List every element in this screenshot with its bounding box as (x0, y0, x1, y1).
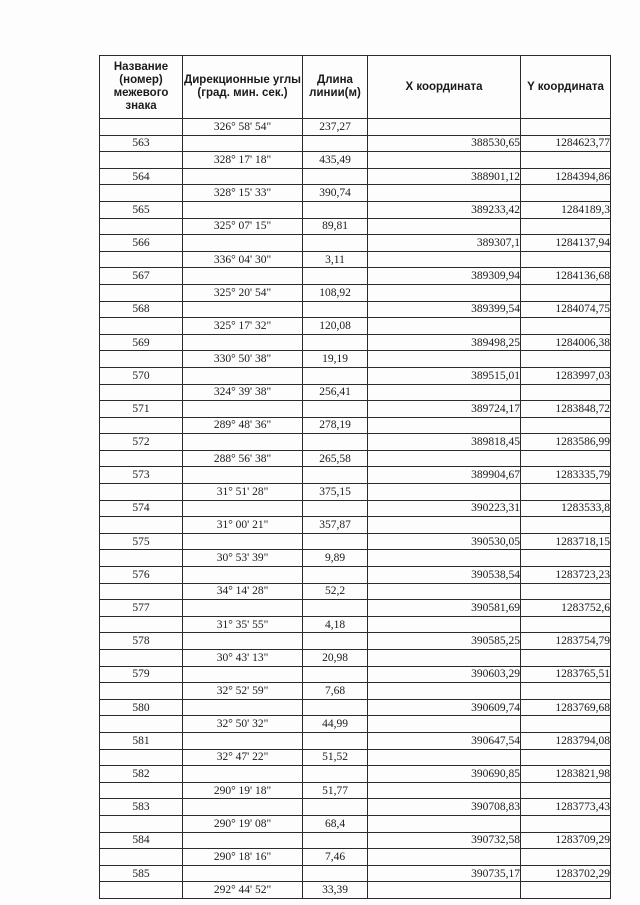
point-row (100, 766, 611, 783)
empty-cell (100, 650, 183, 667)
empty-cell (521, 683, 611, 700)
x-coordinate-cell: 390690,85 (368, 766, 521, 783)
y-coordinate-cell: 1283709,29 (521, 832, 611, 849)
empty-cell (183, 699, 303, 716)
empty-cell (521, 782, 611, 799)
point-row (100, 600, 611, 617)
point-row (100, 567, 611, 584)
y-coordinate-cell: 1284394,86 (521, 168, 611, 185)
segment-row (100, 517, 611, 534)
header-y-coordinate: Y координата (521, 56, 611, 119)
empty-cell (368, 450, 521, 467)
empty-cell (303, 533, 368, 550)
line-length-cell: 51,77 (303, 782, 368, 799)
y-coordinate-cell: 1284074,75 (521, 301, 611, 318)
point-row (100, 135, 611, 152)
marker-name-cell: 573 (100, 467, 183, 484)
y-coordinate-cell: 1283702,29 (521, 865, 611, 882)
line-length-cell: 44,99 (303, 716, 368, 733)
marker-name-cell: 575 (100, 533, 183, 550)
empty-cell (303, 567, 368, 584)
empty-cell (521, 384, 611, 401)
line-length-cell: 357,87 (303, 517, 368, 534)
empty-cell (303, 666, 368, 683)
x-coordinate-cell: 390708,83 (368, 799, 521, 816)
line-length-cell: 390,74 (303, 185, 368, 202)
empty-cell (368, 583, 521, 600)
empty-cell (303, 600, 368, 617)
line-length-cell: 89,81 (303, 218, 368, 235)
bearing-angle-cell: 328° 17' 18" (183, 152, 303, 169)
empty-cell (183, 301, 303, 318)
x-coordinate-cell: 390609,74 (368, 699, 521, 716)
y-coordinate-cell: 1283794,08 (521, 732, 611, 749)
marker-name-cell: 574 (100, 500, 183, 517)
empty-cell (368, 351, 521, 368)
point-row (100, 168, 611, 185)
marker-name-cell: 585 (100, 865, 183, 882)
bearing-angle-cell: 31° 51' 28" (183, 484, 303, 501)
x-coordinate-cell: 388901,12 (368, 168, 521, 185)
y-coordinate-cell: 1284137,94 (521, 235, 611, 252)
empty-cell (183, 334, 303, 351)
empty-cell (303, 766, 368, 783)
x-coordinate-cell: 390603,29 (368, 666, 521, 683)
y-coordinate-cell: 1283848,72 (521, 401, 611, 418)
segment-row (100, 782, 611, 799)
bearing-angle-cell: 30° 53' 39" (183, 550, 303, 567)
line-length-cell: 108,92 (303, 284, 368, 301)
point-row (100, 434, 611, 451)
marker-name-cell: 583 (100, 799, 183, 816)
segment-row (100, 484, 611, 501)
empty-cell (303, 168, 368, 185)
empty-cell (100, 318, 183, 335)
boundary-coordinates-table (99, 55, 611, 899)
empty-cell (521, 650, 611, 667)
empty-cell (100, 815, 183, 832)
empty-cell (183, 201, 303, 218)
empty-cell (183, 633, 303, 650)
line-length-cell: 7,68 (303, 683, 368, 700)
empty-cell (303, 799, 368, 816)
x-coordinate-cell: 389515,01 (368, 367, 521, 384)
point-row (100, 799, 611, 816)
empty-cell (183, 567, 303, 584)
empty-cell (183, 268, 303, 285)
empty-cell (521, 152, 611, 169)
marker-name-cell: 577 (100, 600, 183, 617)
empty-cell (303, 201, 368, 218)
empty-cell (100, 517, 183, 534)
empty-cell (368, 815, 521, 832)
point-row (100, 401, 611, 418)
line-length-cell: 52,2 (303, 583, 368, 600)
empty-cell (100, 384, 183, 401)
marker-name-cell: 565 (100, 201, 183, 218)
marker-name-cell: 570 (100, 367, 183, 384)
line-length-cell: 20,98 (303, 650, 368, 667)
marker-name-cell: 563 (100, 135, 183, 152)
point-row (100, 467, 611, 484)
empty-cell (368, 119, 521, 136)
empty-cell (100, 185, 183, 202)
empty-cell (521, 351, 611, 368)
y-coordinate-cell: 1283723,23 (521, 567, 611, 584)
table-header-row (100, 56, 611, 119)
empty-cell (100, 782, 183, 799)
empty-cell (303, 334, 368, 351)
empty-cell (100, 683, 183, 700)
empty-cell (368, 218, 521, 235)
x-coordinate-cell: 389233,42 (368, 201, 521, 218)
empty-cell (368, 484, 521, 501)
empty-cell (100, 251, 183, 268)
empty-cell (368, 251, 521, 268)
x-coordinate-cell: 389309,94 (368, 268, 521, 285)
empty-cell (100, 450, 183, 467)
bearing-angle-cell: 325° 07' 15" (183, 218, 303, 235)
header-bearing-angle: Дирекционные углы (град. мин. сек.) (183, 56, 303, 119)
empty-cell (368, 849, 521, 866)
empty-cell (100, 119, 183, 136)
marker-name-cell: 567 (100, 268, 183, 285)
line-length-cell: 51,52 (303, 749, 368, 766)
empty-cell (521, 583, 611, 600)
empty-cell (183, 235, 303, 252)
empty-cell (100, 550, 183, 567)
segment-row (100, 450, 611, 467)
x-coordinate-cell: 390585,25 (368, 633, 521, 650)
empty-cell (100, 152, 183, 169)
bearing-angle-cell: 32° 47' 22" (183, 749, 303, 766)
bearing-angle-cell: 292° 44' 52" (183, 882, 303, 899)
line-length-cell: 4,18 (303, 616, 368, 633)
empty-cell (521, 185, 611, 202)
bearing-angle-cell: 325° 17' 32" (183, 318, 303, 335)
empty-cell (521, 815, 611, 832)
empty-cell (100, 218, 183, 235)
empty-cell (368, 152, 521, 169)
empty-cell (521, 318, 611, 335)
point-row (100, 633, 611, 650)
bearing-angle-cell: 31° 00' 21" (183, 517, 303, 534)
empty-cell (368, 749, 521, 766)
empty-cell (183, 401, 303, 418)
segment-row (100, 119, 611, 136)
marker-name-cell: 580 (100, 699, 183, 716)
line-length-cell: 256,41 (303, 384, 368, 401)
empty-cell (368, 550, 521, 567)
bearing-angle-cell: 34° 14' 28" (183, 583, 303, 600)
empty-cell (368, 517, 521, 534)
segment-row (100, 650, 611, 667)
segment-row (100, 251, 611, 268)
point-row (100, 235, 611, 252)
segment-row (100, 284, 611, 301)
empty-cell (303, 135, 368, 152)
point-row (100, 334, 611, 351)
line-length-cell: 237,27 (303, 119, 368, 136)
line-length-cell: 278,19 (303, 417, 368, 434)
x-coordinate-cell: 390735,17 (368, 865, 521, 882)
empty-cell (100, 351, 183, 368)
x-coordinate-cell: 389724,17 (368, 401, 521, 418)
empty-cell (521, 716, 611, 733)
segment-row (100, 616, 611, 633)
marker-name-cell: 576 (100, 567, 183, 584)
point-row (100, 732, 611, 749)
marker-name-cell: 582 (100, 766, 183, 783)
y-coordinate-cell: 1283752,6 (521, 600, 611, 617)
x-coordinate-cell: 390530,05 (368, 533, 521, 550)
empty-cell (303, 401, 368, 418)
y-coordinate-cell: 1283335,79 (521, 467, 611, 484)
line-length-cell: 33,39 (303, 882, 368, 899)
empty-cell (100, 716, 183, 733)
header-line-length: Длина линии(м) (303, 56, 368, 119)
segment-row (100, 550, 611, 567)
x-coordinate-cell: 389904,67 (368, 467, 521, 484)
y-coordinate-cell: 1284136,68 (521, 268, 611, 285)
segment-row (100, 683, 611, 700)
empty-cell (368, 185, 521, 202)
y-coordinate-cell: 1283821,98 (521, 766, 611, 783)
empty-cell (100, 749, 183, 766)
segment-row (100, 716, 611, 733)
point-row (100, 865, 611, 882)
marker-name-cell: 564 (100, 168, 183, 185)
bearing-angle-cell: 31° 35' 55" (183, 616, 303, 633)
bearing-angle-cell: 290° 18' 16" (183, 849, 303, 866)
y-coordinate-cell: 1284006,38 (521, 334, 611, 351)
empty-cell (521, 284, 611, 301)
segment-row (100, 583, 611, 600)
empty-cell (368, 417, 521, 434)
empty-cell (303, 268, 368, 285)
bearing-angle-cell: 32° 52' 59" (183, 683, 303, 700)
marker-name-cell: 569 (100, 334, 183, 351)
y-coordinate-cell: 1283718,15 (521, 533, 611, 550)
y-coordinate-cell: 1283586,99 (521, 434, 611, 451)
bearing-angle-cell: 290° 19' 18" (183, 782, 303, 799)
empty-cell (183, 732, 303, 749)
empty-cell (183, 135, 303, 152)
empty-cell (100, 849, 183, 866)
empty-cell (303, 500, 368, 517)
point-row (100, 367, 611, 384)
segment-row (100, 152, 611, 169)
bearing-angle-cell: 288° 56' 38" (183, 450, 303, 467)
empty-cell (183, 666, 303, 683)
empty-cell (183, 766, 303, 783)
empty-cell (368, 882, 521, 899)
x-coordinate-cell: 390581,69 (368, 600, 521, 617)
y-coordinate-cell: 1283769,68 (521, 699, 611, 716)
empty-cell (368, 284, 521, 301)
x-coordinate-cell: 389307,1 (368, 235, 521, 252)
y-coordinate-cell: 1283765,51 (521, 666, 611, 683)
bearing-angle-cell: 326° 58' 54" (183, 119, 303, 136)
line-length-cell: 3,11 (303, 251, 368, 268)
empty-cell (183, 832, 303, 849)
segment-row (100, 749, 611, 766)
point-row (100, 500, 611, 517)
point-row (100, 699, 611, 716)
empty-cell (183, 500, 303, 517)
empty-cell (521, 450, 611, 467)
bearing-angle-cell: 328° 15' 33" (183, 185, 303, 202)
empty-cell (368, 616, 521, 633)
marker-name-cell: 578 (100, 633, 183, 650)
empty-cell (521, 218, 611, 235)
empty-cell (183, 865, 303, 882)
empty-cell (303, 699, 368, 716)
empty-cell (521, 251, 611, 268)
empty-cell (183, 467, 303, 484)
empty-cell (368, 318, 521, 335)
empty-cell (521, 550, 611, 567)
empty-cell (100, 583, 183, 600)
x-coordinate-cell: 389818,45 (368, 434, 521, 451)
empty-cell (368, 384, 521, 401)
empty-cell (183, 600, 303, 617)
header-marker-name: Название (номер) межевого знака (100, 56, 183, 119)
bearing-angle-cell: 325° 20' 54" (183, 284, 303, 301)
marker-name-cell: 584 (100, 832, 183, 849)
empty-cell (521, 517, 611, 534)
empty-cell (368, 683, 521, 700)
line-length-cell: 19,19 (303, 351, 368, 368)
bearing-angle-cell: 30° 43' 13" (183, 650, 303, 667)
segment-row (100, 384, 611, 401)
empty-cell (303, 467, 368, 484)
empty-cell (100, 616, 183, 633)
empty-cell (303, 633, 368, 650)
empty-cell (303, 301, 368, 318)
bearing-angle-cell: 289° 48' 36" (183, 417, 303, 434)
marker-name-cell: 572 (100, 434, 183, 451)
segment-row (100, 351, 611, 368)
empty-cell (521, 882, 611, 899)
y-coordinate-cell: 1283773,43 (521, 799, 611, 816)
marker-name-cell: 568 (100, 301, 183, 318)
header-x-coordinate: X координата (368, 56, 521, 119)
x-coordinate-cell: 390647,54 (368, 732, 521, 749)
empty-cell (303, 434, 368, 451)
empty-cell (100, 484, 183, 501)
bearing-angle-cell: 290° 19' 08" (183, 815, 303, 832)
point-row (100, 201, 611, 218)
empty-cell (183, 799, 303, 816)
segment-row (100, 815, 611, 832)
y-coordinate-cell: 1283754,79 (521, 633, 611, 650)
line-length-cell: 120,08 (303, 318, 368, 335)
marker-name-cell: 571 (100, 401, 183, 418)
empty-cell (303, 235, 368, 252)
x-coordinate-cell: 390223,31 (368, 500, 521, 517)
x-coordinate-cell: 389399,54 (368, 301, 521, 318)
empty-cell (368, 782, 521, 799)
x-coordinate-cell: 389498,25 (368, 334, 521, 351)
marker-name-cell: 579 (100, 666, 183, 683)
segment-row (100, 849, 611, 866)
empty-cell (521, 749, 611, 766)
marker-name-cell: 581 (100, 732, 183, 749)
y-coordinate-cell: 1284623,77 (521, 135, 611, 152)
bearing-angle-cell: 336° 04' 30" (183, 251, 303, 268)
empty-cell (303, 732, 368, 749)
empty-cell (521, 849, 611, 866)
empty-cell (521, 484, 611, 501)
point-row (100, 533, 611, 550)
empty-cell (183, 434, 303, 451)
y-coordinate-cell: 1284189,3 (521, 201, 611, 218)
line-length-cell: 7,46 (303, 849, 368, 866)
line-length-cell: 9,89 (303, 550, 368, 567)
empty-cell (521, 417, 611, 434)
empty-cell (368, 650, 521, 667)
segment-row (100, 417, 611, 434)
line-length-cell: 435,49 (303, 152, 368, 169)
point-row (100, 268, 611, 285)
y-coordinate-cell: 1283533,8 (521, 500, 611, 517)
x-coordinate-cell: 388530,65 (368, 135, 521, 152)
point-row (100, 666, 611, 683)
line-length-cell: 375,15 (303, 484, 368, 501)
bearing-angle-cell: 324° 39' 38" (183, 384, 303, 401)
empty-cell (303, 832, 368, 849)
marker-name-cell: 566 (100, 235, 183, 252)
line-length-cell: 68,4 (303, 815, 368, 832)
segment-row (100, 318, 611, 335)
empty-cell (100, 417, 183, 434)
empty-cell (521, 119, 611, 136)
empty-cell (303, 865, 368, 882)
point-row (100, 832, 611, 849)
segment-row (100, 882, 611, 899)
point-row (100, 301, 611, 318)
empty-cell (100, 882, 183, 899)
segment-row (100, 185, 611, 202)
bearing-angle-cell: 32° 50' 32" (183, 716, 303, 733)
empty-cell (368, 716, 521, 733)
x-coordinate-cell: 390732,58 (368, 832, 521, 849)
y-coordinate-cell: 1283997,03 (521, 367, 611, 384)
empty-cell (303, 367, 368, 384)
empty-cell (183, 168, 303, 185)
line-length-cell: 265,58 (303, 450, 368, 467)
segment-row (100, 218, 611, 235)
bearing-angle-cell: 330° 50' 38" (183, 351, 303, 368)
empty-cell (183, 533, 303, 550)
empty-cell (521, 616, 611, 633)
empty-cell (100, 284, 183, 301)
empty-cell (183, 367, 303, 384)
x-coordinate-cell: 390538,54 (368, 567, 521, 584)
